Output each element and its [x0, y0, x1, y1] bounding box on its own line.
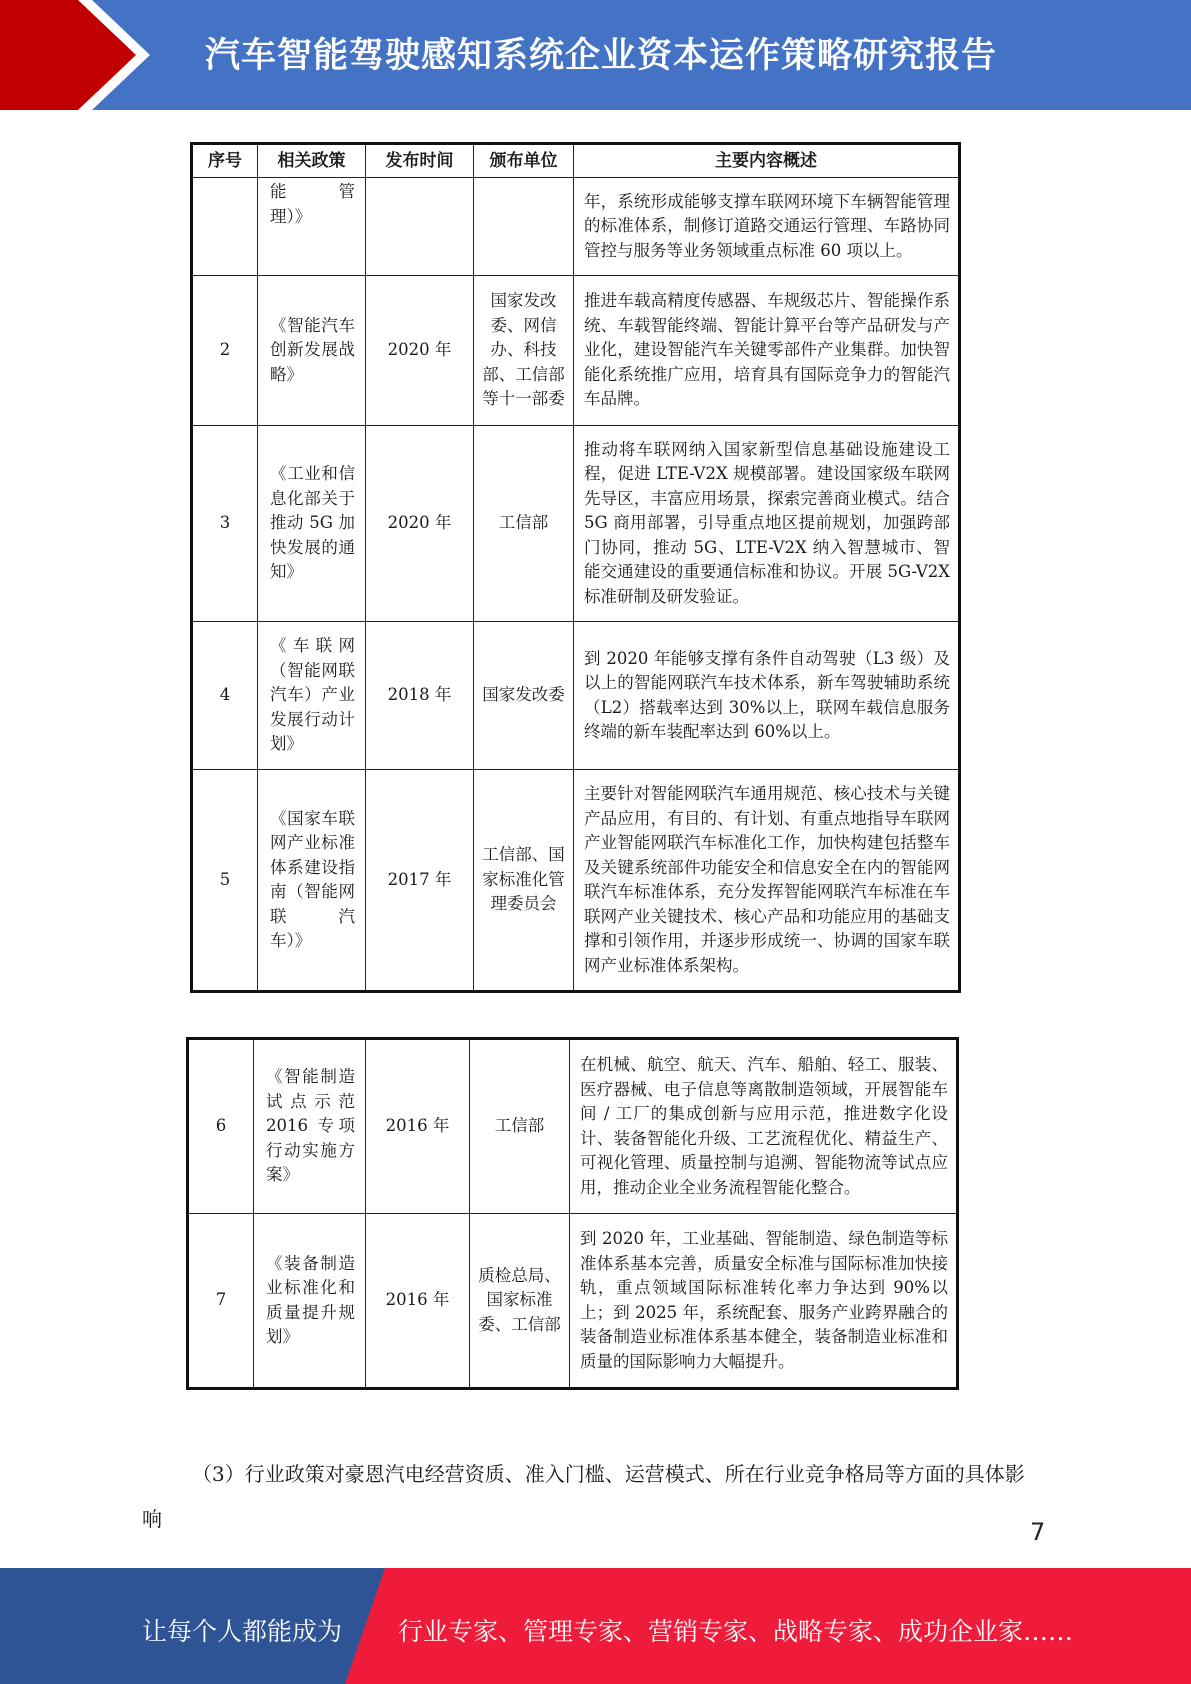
issue-date: 2016 年 — [366, 1039, 470, 1214]
row-number: 6 — [188, 1039, 254, 1214]
issuing-unit: 工信部 — [474, 426, 574, 622]
row-number — [192, 178, 258, 276]
table-row — [192, 276, 960, 426]
issuing-unit: 工信部 — [470, 1039, 570, 1214]
policy-name: 《国家车联网产业标准体系建设指南（智能网联 汽 车）》 — [258, 770, 366, 992]
policy-summary: 到 2020 年能够支撑有条件自动驾驶（L3 级）及以上的智能网联汽车技术体系，新车驾驶辅助系统（L2）搭载率达到 30%以上，联网车载信息服务终端的新车装配率达到 60%以上。 — [574, 622, 960, 770]
row-number: 3 — [192, 426, 258, 622]
policy-name: 《智能制造试点示范 2016 专项行动实施方案》 — [254, 1039, 366, 1214]
policy-name: 《智能汽车创新发展战略》 — [258, 276, 366, 426]
footer-slogan-right: 行业专家、管理专家、营销专家、战略专家、成功企业家…… — [398, 1617, 1074, 1646]
policy-name: 《工业和信息化部关于推动 5G 加快发展的通知》 — [258, 426, 366, 622]
policy-summary: 年，系统形成能够支撑车联网环境下车辆智能管理的标准体系，制修订道路交通运行管理、车路协同管控与服务等业务领域重点标准 60 项以上。 — [574, 178, 960, 276]
page-number: 7 — [1030, 1518, 1046, 1546]
table-header-row — [192, 144, 960, 178]
footer-banner — [0, 1568, 1191, 1684]
policy-name: 《车联网（智能网联汽车）产业发展行动计划》 — [258, 622, 366, 770]
red-chevron-decoration — [0, 0, 160, 110]
table-row — [188, 1214, 958, 1389]
issuing-unit: 国家发改委、网信办、科技部、工信部等十一部委 — [474, 276, 574, 426]
policy-summary: 到 2020 年，工业基础、智能制造、绿色制造等标准体系基本完善，质量安全标准与国际标准加快接轨，重点领域国际标准转化率力争达到 90%以上；到 2025 年，系统配套、服务产业跨界融合的装备制造业标准体系基本健全，装备制造业标准和质量的国际影响力大幅提升。 — [570, 1214, 958, 1389]
issue-date: 2020 年 — [366, 276, 474, 426]
table-row — [188, 1039, 958, 1214]
body-paragraph: （3）行业政策对豪恩汽电经营资质、准入门槛、运营模式、所在行业竞争格局等方面的具体影响 — [142, 1462, 1025, 1531]
policy-name: 能 管理）》 — [258, 178, 366, 276]
issue-date: 2017 年 — [366, 770, 474, 992]
policy-table — [190, 142, 961, 993]
header-cell-unit: 颁布单位 — [474, 144, 574, 178]
issuing-unit: 工信部、国家标准化管理委员会 — [474, 770, 574, 992]
row-number: 5 — [192, 770, 258, 992]
header-banner — [0, 0, 1191, 110]
issue-date — [366, 178, 474, 276]
policy-summary: 主要针对智能网联汽车通用规范、核心技术与关键产品应用，有目的、有计划、有重点地指导车联网产业智能网联汽车标准化工作，加快构建包括整车及关键系统部件功能安全和信息安全在内的智能网联汽车标准体系，充分发挥智能网联汽车标准在车联网产业关键技术、核心产品和功能应用的基础支撑和引领作用，并逐步形成统一、协调的国家车联网产业标准体系架构。 — [574, 770, 960, 992]
footer-slogan-left: 让每个人都能成为 — [142, 1617, 343, 1646]
row-number: 7 — [188, 1214, 254, 1389]
header-cell-date: 发布时间 — [366, 144, 474, 178]
issuing-unit: 质检总局、国家标准委、工信部 — [470, 1214, 570, 1389]
policy-table-continued — [186, 1037, 959, 1390]
issue-date: 2018 年 — [366, 622, 474, 770]
table-row — [192, 622, 960, 770]
table-row — [192, 770, 960, 992]
issuing-unit: 国家发改委 — [474, 622, 574, 770]
table-row — [192, 426, 960, 622]
table-row — [192, 178, 960, 276]
page-title: 汽车智能驾驶感知系统企业资本运作策略研究报告 — [205, 36, 998, 76]
header-cell-summary: 主要内容概述 — [574, 144, 960, 178]
policy-name: 《装备制造业标准化和质量提升规划》 — [254, 1214, 366, 1389]
header-cell-no: 序号 — [192, 144, 258, 178]
policy-summary: 推动将车联网纳入国家新型信息基础设施建设工程，促进 LTE-V2X 规模部署。建设国家级车联网先导区，丰富应用场景，探索完善商业模式。结合 5G 商用部署，引导重点地区提前规划，加强跨部门协同，推动 5G、LTE-V2X 纳入智慧城市、智能交通建设的重要通信标准和协议。开展 5G-V2X 标准研制及研发验证。 — [574, 426, 960, 622]
policy-summary: 推进车载高精度传感器、车规级芯片、智能操作系统、车载智能终端、智能计算平台等产品研发与产业化，建设智能汽车关键零部件产业集群。加快智能化系统推广应用，培育具有国际竞争力的智能汽车品牌。 — [574, 276, 960, 426]
row-number: 2 — [192, 276, 258, 426]
policy-summary: 在机械、航空、航天、汽车、船舶、轻工、服装、医疗器械、电子信息等离散制造领域，开展智能车间 / 工厂的集成创新与应用示范，推进数字化设计、装备智能化升级、工艺流程优化、精益生产、可视化管理、质量控制与追溯、智能物流等试点应用，推动企业全业务流程智能化整合。 — [570, 1039, 958, 1214]
issue-date: 2020 年 — [366, 426, 474, 622]
issue-date: 2016 年 — [366, 1214, 470, 1389]
row-number: 4 — [192, 622, 258, 770]
header-cell-policy: 相关政策 — [258, 144, 366, 178]
issuing-unit — [474, 178, 574, 276]
